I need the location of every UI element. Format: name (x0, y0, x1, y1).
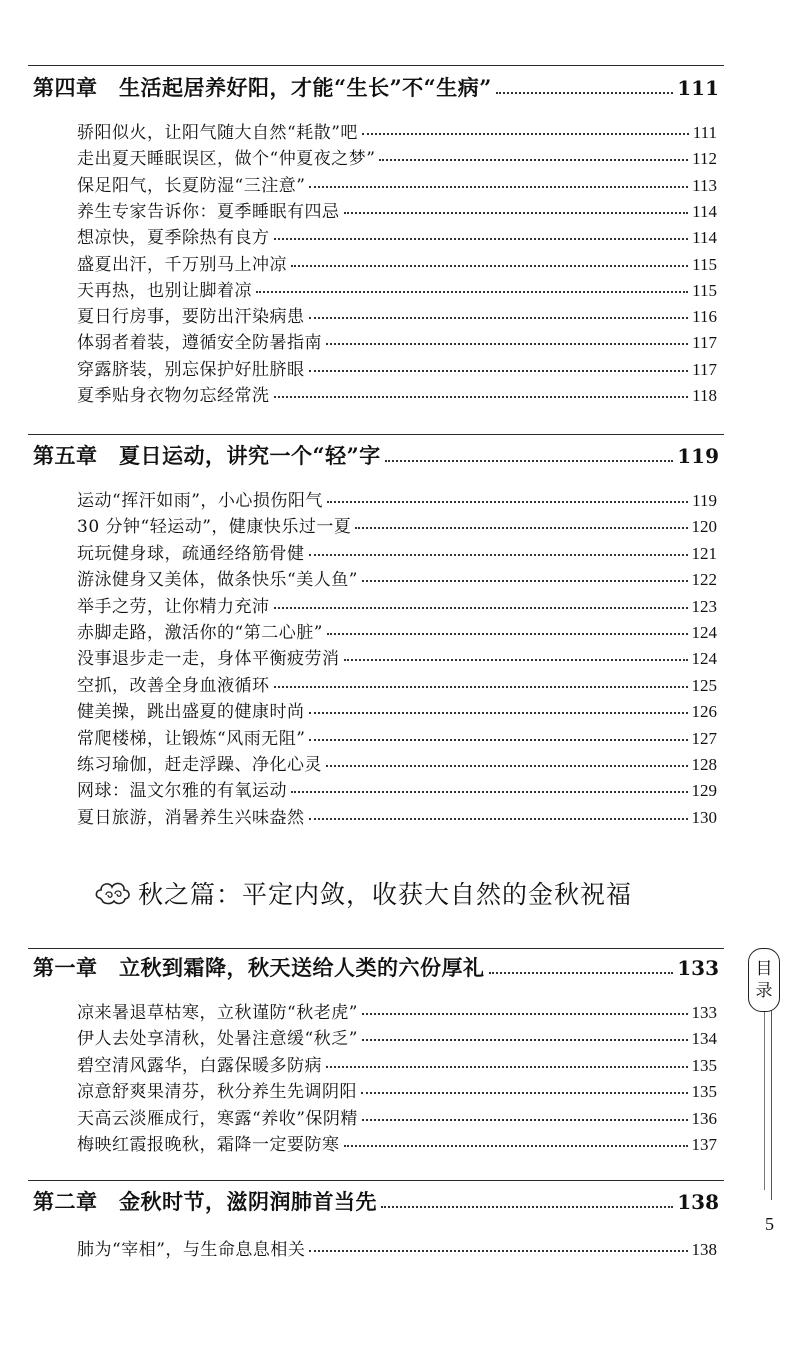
entry-title: 体弱者着装，遵循安全防暑指南 (77, 333, 322, 354)
entry-title: 伊人去处享清秋，处暑注意缓“秋乏” (77, 1029, 358, 1050)
entry-title: 运动“挥汗如雨”，小心损伤阳气 (77, 491, 323, 511)
toc-entry (77, 223, 717, 249)
dot-leader (327, 633, 688, 635)
entry-page: 116 (692, 307, 717, 327)
entry-title: 夏日旅游，消暑养生兴味盎然 (77, 807, 305, 828)
entry-page: 115 (692, 280, 717, 300)
entry-page: 136 (691, 1108, 717, 1128)
dot-leader (362, 133, 689, 135)
toc-entry (77, 539, 717, 565)
toc-entry (77, 328, 717, 354)
toc-entry (77, 565, 717, 591)
toc-entry (77, 724, 717, 750)
dot-leader (309, 1250, 687, 1252)
toc-entry (77, 1077, 717, 1103)
dot-leader (309, 186, 688, 188)
dot-leader (291, 265, 688, 267)
dot-leader (385, 460, 674, 462)
dot-leader (496, 92, 673, 94)
section-title (94, 873, 632, 913)
entry-title: 梅映红霞报晚秋，霜降一定要防寒 (77, 1135, 340, 1155)
dot-leader (362, 1039, 688, 1041)
section-title-text: 秋之篇：平定内敛，收获大自然的金秋祝福 (138, 880, 633, 909)
toc-entry (77, 381, 717, 407)
dot-leader (326, 343, 688, 345)
entry-page: 119 (692, 491, 717, 510)
entry-page: 122 (691, 570, 717, 590)
toc-entry (77, 1104, 717, 1130)
toc-entry (77, 750, 717, 776)
toc-entry (77, 697, 717, 723)
entry-title: 走出夏天睡眠误区，做个“仲夏夜之梦” (77, 149, 376, 170)
toc-entry (77, 1051, 717, 1077)
entry-title: 凉来暑退草枯寒，立秋谨防“秋老虎” (77, 1003, 358, 1023)
toc-entry (77, 171, 717, 197)
entry-page: 137 (691, 1135, 717, 1154)
toc-entry (77, 1130, 717, 1156)
toc-entry (77, 1235, 717, 1261)
entry-page: 135 (691, 1055, 717, 1075)
chapter-rule (28, 1180, 724, 1181)
toc-entry (77, 355, 717, 381)
entry-page: 114 (692, 228, 717, 248)
entry-title: 夏日行房事，要防出汗染病患 (77, 307, 305, 328)
toc-entry (77, 776, 717, 802)
dot-leader (344, 1145, 688, 1147)
entry-page: 113 (692, 175, 717, 195)
chapter-title: 第二章 金秋时节，滋阴润肺首当先 (33, 1189, 377, 1214)
chapter-page: 138 (677, 1190, 719, 1214)
dot-leader (274, 396, 689, 398)
toc-entry (77, 644, 717, 670)
dot-leader (309, 739, 687, 741)
dot-leader (379, 159, 688, 161)
entry-page: 121 (691, 543, 717, 563)
toc-entry (77, 118, 717, 144)
chapter-page: 133 (677, 956, 719, 980)
toc-entry (77, 486, 717, 512)
entry-page: 124 (691, 623, 717, 642)
chapter-page: 111 (677, 76, 719, 100)
chapter-rule (28, 65, 724, 66)
chapter-heading (33, 72, 719, 108)
dot-leader (362, 1119, 688, 1121)
entry-title: 想凉快，夏季除热有良方 (77, 228, 270, 249)
entry-page: 138 (691, 1240, 717, 1259)
dot-leader (362, 580, 688, 582)
dot-leader (256, 291, 688, 293)
entry-title: 网球：温文尔雅的有氧运动 (77, 781, 287, 802)
entry-page: 135 (691, 1082, 717, 1102)
entry-title: 凉意舒爽果清芬，秋分养生先调阴阳 (77, 1082, 357, 1103)
entry-title: 赤脚走路，激活你的“第二心脏” (77, 623, 323, 643)
entry-title: 穿露脐装，别忘保护好肚脐眼 (77, 359, 305, 380)
entry-title: 肺为“宰相”，与生命息息相关 (77, 1240, 306, 1260)
entry-page: 112 (692, 149, 717, 169)
entry-title: 养生专家告诉你：夏季睡眠有四忌 (77, 201, 340, 222)
toc-entry (77, 197, 717, 223)
dot-leader (309, 554, 688, 556)
toc-side-tab (748, 948, 780, 1012)
entry-page: 114 (692, 201, 717, 221)
dot-leader (309, 818, 688, 820)
entry-page: 127 (691, 728, 717, 748)
page-number: 5 (765, 1214, 774, 1234)
chapter-rule (28, 434, 724, 435)
entry-page: 111 (692, 123, 717, 142)
entry-title: 空抓，改善全身血液循环 (77, 675, 270, 696)
entry-title: 玩玩健身球，疏通经络筋骨健 (77, 543, 305, 564)
toc-entry (77, 302, 717, 328)
entry-title: 骄阳似火，让阳气随大自然“耗散”吧 (77, 123, 358, 143)
toc-entry (77, 512, 717, 538)
chapter-title: 第五章 夏日运动，讲究一个“轻”字 (33, 443, 381, 468)
side-rule (764, 990, 765, 1190)
dot-leader (327, 501, 688, 503)
dot-leader (362, 1013, 688, 1015)
entry-title: 练习瑜伽，赶走浮躁、净化心灵 (77, 755, 322, 775)
dot-leader (344, 659, 688, 661)
entry-page: 117 (692, 333, 717, 353)
entry-page: 115 (692, 254, 717, 274)
dot-leader (381, 1206, 673, 1208)
toc-entry (77, 592, 717, 618)
entry-page: 128 (691, 755, 717, 774)
entry-page: 134 (691, 1029, 717, 1049)
entry-page: 120 (691, 517, 717, 537)
side-rule (771, 1010, 772, 1200)
dot-leader (489, 972, 674, 974)
entry-title: 没事退步走一走，身体平衡疲劳消 (77, 649, 340, 670)
dot-leader (344, 212, 689, 214)
chapter-heading (33, 952, 719, 988)
entry-title: 碧空清风露华，白露保暖多防病 (77, 1055, 322, 1076)
side-tab-char: 目 (755, 959, 773, 979)
toc-entry (77, 144, 717, 170)
entry-page: 129 (691, 781, 717, 801)
entry-title: 天高云淡雁成行，寒露“养收”保阴精 (77, 1108, 358, 1129)
toc-entry (77, 250, 717, 276)
cloud-ornament-icon (94, 878, 132, 908)
entry-page: 133 (691, 1003, 717, 1022)
dot-leader (309, 317, 689, 319)
toc-entry (77, 276, 717, 302)
dot-leader (309, 370, 689, 372)
toc-entry (77, 803, 717, 829)
dot-leader (355, 527, 687, 529)
toc-entry (77, 998, 717, 1024)
dot-leader (361, 1092, 688, 1094)
chapter-heading (33, 440, 719, 476)
toc-entry (77, 671, 717, 697)
entry-title: 夏季贴身衣物勿忘经常洗 (77, 386, 270, 406)
toc-entry (77, 1024, 717, 1050)
entry-title: 健美操，跳出盛夏的健康时尚 (77, 702, 305, 723)
dot-leader (274, 686, 688, 688)
entry-page: 130 (691, 807, 717, 827)
entry-title: 保足阳气，长夏防湿“三注意” (77, 175, 306, 196)
chapter-rule (28, 948, 724, 949)
dot-leader (274, 238, 689, 240)
side-tab-char: 录 (755, 981, 773, 1001)
entry-title: 盛夏出汗，千万别马上冲凉 (77, 254, 287, 275)
chapter-title: 第四章 生活起居养好阳，才能“生长”不“生病” (33, 75, 492, 100)
entry-page: 123 (691, 596, 717, 616)
dot-leader (326, 765, 688, 767)
entry-page: 118 (692, 386, 717, 405)
entry-page: 126 (691, 702, 717, 722)
entry-page: 117 (692, 359, 717, 379)
toc-entry (77, 618, 717, 644)
entry-title: 游泳健身又美体，做条快乐“美人鱼” (77, 570, 358, 591)
dot-leader (309, 712, 688, 714)
entry-title: 30 分钟“轻运动”，健康快乐过一夏 (77, 517, 352, 538)
entry-page: 124 (691, 649, 717, 669)
chapter-page: 119 (677, 444, 719, 468)
entry-page: 125 (691, 675, 717, 695)
entry-title: 天再热，也别让脚着凉 (77, 280, 252, 301)
chapter-heading (33, 1186, 719, 1222)
dot-leader (274, 607, 688, 609)
dot-leader (291, 791, 688, 793)
entry-title: 举手之劳，让你精力充沛 (77, 596, 270, 617)
dot-leader (326, 1066, 688, 1068)
entry-title: 常爬楼梯，让锻炼“风雨无阻” (77, 728, 306, 749)
chapter-title: 第一章 立秋到霜降，秋天送给人类的六份厚礼 (33, 955, 485, 980)
